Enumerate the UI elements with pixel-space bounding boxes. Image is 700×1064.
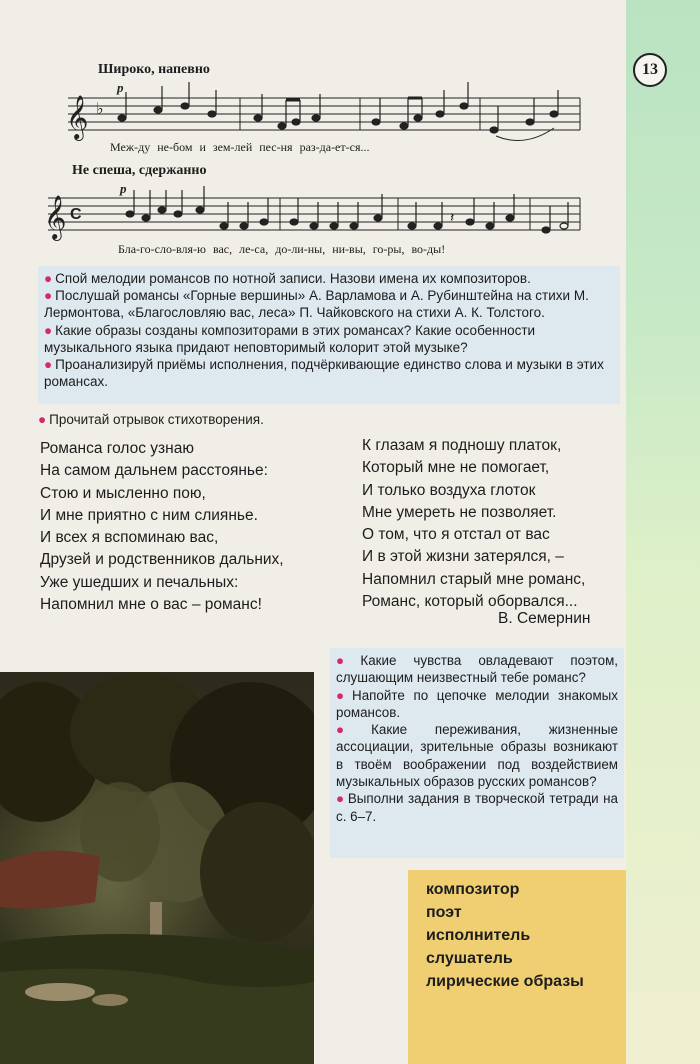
poem-line: О том, что я отстал от вас xyxy=(362,526,550,544)
dynamic-mark-2: p xyxy=(120,181,127,196)
tasks-top-block xyxy=(38,266,620,404)
task-read-poem: ● Прочитай отрывок стихотворения. xyxy=(38,412,264,427)
svg-text:C: C xyxy=(70,206,82,223)
tasks-bottom-block xyxy=(330,648,624,858)
keyword: поэт xyxy=(426,904,462,921)
poem-left-column xyxy=(40,438,284,616)
poem-line: И в этой жизни затерялся, – xyxy=(362,548,564,566)
poem-line: На самом дальнем расстоянье: xyxy=(40,462,268,480)
poem-line: Который мне не помогает, xyxy=(362,459,550,477)
side-strip xyxy=(626,0,700,1064)
bullet-icon: ● xyxy=(336,653,358,668)
task-item: ● Проанализируй приёмы исполнения, подчёркивающие единство слова и музыки в этих романсах. xyxy=(44,357,604,390)
bullet-icon: ● xyxy=(38,412,47,427)
bullet-icon: ● xyxy=(336,722,369,738)
poem-line: Романс, который оборвался... xyxy=(362,593,578,611)
poem-line: Романса голос узнаю xyxy=(40,440,194,457)
poem-line: И только воздуха глоток xyxy=(362,481,536,499)
poem-line: Мне умереть не позволяет. xyxy=(362,503,557,521)
landscape-painting xyxy=(0,672,314,1064)
svg-text:𝄽: 𝄽 xyxy=(450,210,455,226)
keyword: композитор xyxy=(426,881,520,898)
task-item: ● Напойте по цепочке мелодии знакомых романсов. xyxy=(336,687,619,720)
bullet-icon: ● xyxy=(336,791,345,807)
tempo-marking-2: Не спеша, сдержанно xyxy=(72,163,207,178)
poem-line: Друзей и родственников дальних, xyxy=(40,551,284,569)
bullet-icon: ● xyxy=(44,357,53,373)
keywords-box xyxy=(408,870,626,1064)
bullet-icon: ● xyxy=(44,271,53,286)
bullet-icon: ● xyxy=(44,322,53,338)
bullet-icon: ● xyxy=(336,687,350,703)
lyrics-line-1: Меж-ду не-бом и зем-лей пес-ня раз-да-ет-ся... xyxy=(110,140,370,154)
keyword: слушатель xyxy=(426,950,513,967)
poem-line: И всех я вспоминаю вас, xyxy=(40,529,219,547)
poem-line: Стою и мысленно пою, xyxy=(40,484,206,502)
bullet-icon: ● xyxy=(44,288,53,304)
task-item: ● Какие образы созданы композиторами в этих романсах? Какие особенности музыкального языка придают неповторимый колорит этой музыке? xyxy=(44,322,536,355)
svg-text:♭: ♭ xyxy=(96,99,104,118)
poem-line: Уже ушедших и печальных: xyxy=(40,573,239,591)
task-item: ● Какие переживания, жизненные ассоциации, зрительные образы возникают в твоём воображении под воздействием музыкальных образов русских романсов? xyxy=(336,722,618,790)
dynamic-mark-1: p xyxy=(117,80,124,95)
poem-line: Напомнил старый мне романс, xyxy=(362,570,586,588)
lyrics-line-2: Бла-го-сло-вля-ю вас, ле-са, до-ли-ны, ни-вы, го-ры, во-ды! xyxy=(118,242,446,256)
svg-text:𝄞: 𝄞 xyxy=(44,195,67,239)
page-number: 13 xyxy=(633,53,667,87)
task-item: ● Какие чувства овладевают поэтом, слушающим неизвестный тебе романс? xyxy=(336,653,618,686)
task-item: ● Спой мелодии романсов по нотной записи. Назови имена их композиторов. xyxy=(44,271,531,286)
tempo-marking-1: Широко, напевно xyxy=(98,62,210,77)
poem-author: В. Семернин xyxy=(498,610,591,627)
keyword: исполнитель xyxy=(426,927,531,944)
poem-line: И мне приятно с ним слиянье. xyxy=(40,506,258,524)
poem-line: К глазам я подношу платок, xyxy=(362,437,562,454)
keyword: лирические образы xyxy=(426,973,584,990)
poem-right-column xyxy=(362,435,585,613)
task-item: ● Выполни задания в творческой тетради на с. 6–7. xyxy=(336,791,618,824)
svg-text:𝄞: 𝄞 xyxy=(66,95,89,139)
poem-line: Напомнил мне о вас – романс! xyxy=(40,596,262,614)
task-item: ● Послушай романсы «Горные вершины» А. Варламова и А. Рубинштейна на стихи М. Лермонтова, «Благословляю вас, леса» П. Чайковского на стихи А. К. Толстого. xyxy=(44,288,589,321)
